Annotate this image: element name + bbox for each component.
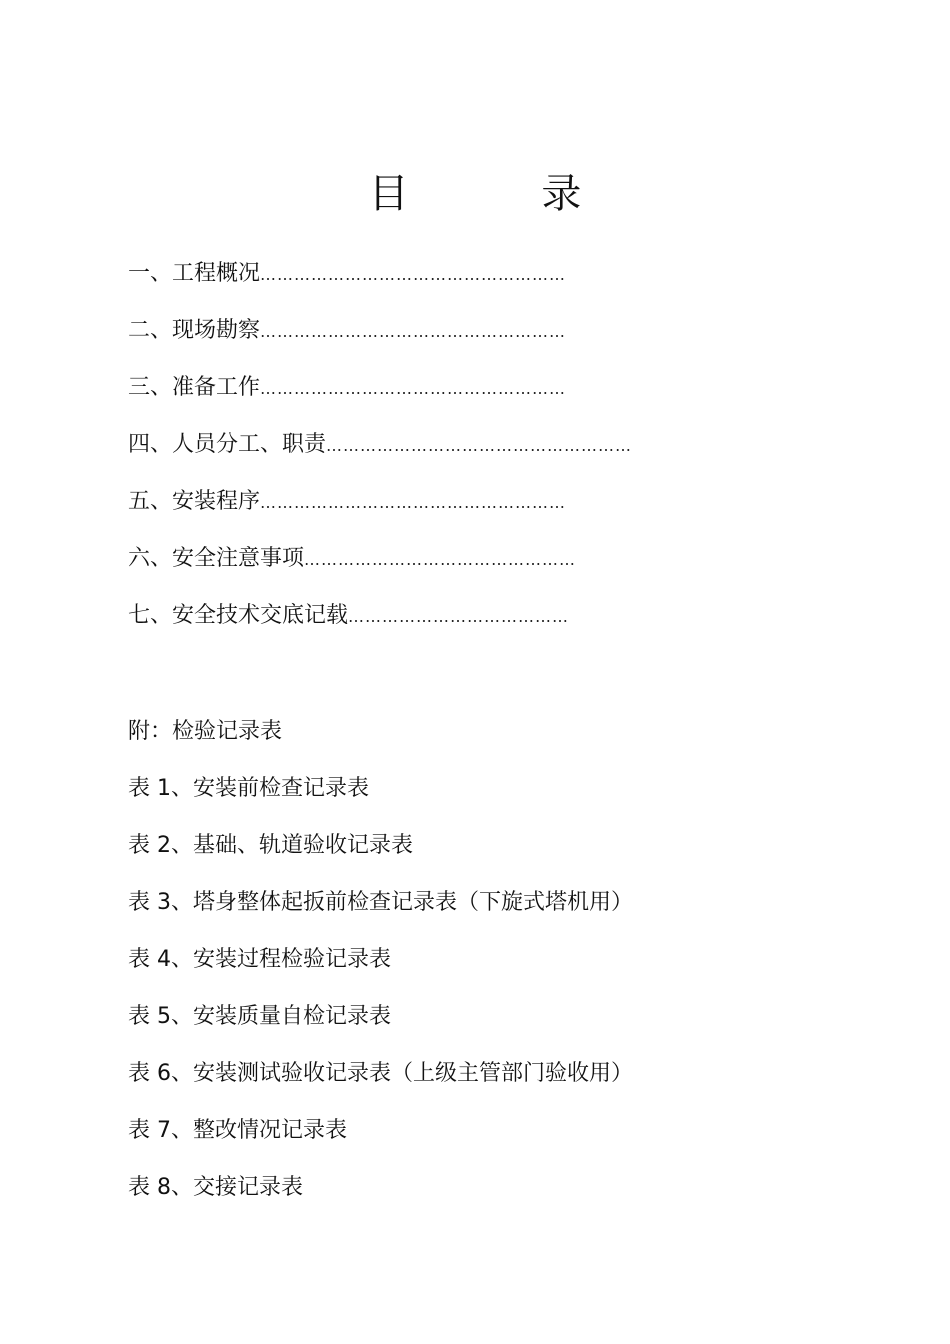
appendix-item-4[interactable]: 表 4、安装过程检验记录表 bbox=[128, 947, 391, 972]
appendix-item-1[interactable]: 表 1、安装前检查记录表 bbox=[128, 776, 369, 801]
toc-item-label: 六、安全注意事项 bbox=[128, 546, 305, 571]
toc-leader-dots: ……………………………………………… bbox=[260, 493, 567, 512]
appendix-item-6[interactable]: 表 6、安装测试验收记录表（上级主管部门验收用） bbox=[128, 1061, 633, 1086]
toc-item-label: 一、工程概况 bbox=[128, 261, 261, 286]
appendix-item-2[interactable]: 表 2、基础、轨道验收记录表 bbox=[128, 833, 413, 858]
toc-item-5[interactable] bbox=[128, 480, 828, 537]
toc-leader-dots: ………………………………………… bbox=[304, 550, 577, 569]
page-title: 目 录 bbox=[368, 171, 642, 217]
toc-leader-dots: ………………………………… bbox=[348, 607, 570, 626]
toc-item-4[interactable] bbox=[128, 423, 828, 480]
toc-leader-dots: ……………………………………………… bbox=[326, 436, 633, 455]
toc-item-label: 七、安全技术交底记载 bbox=[128, 603, 349, 628]
appendix-item-8[interactable]: 表 8、交接记录表 bbox=[128, 1175, 303, 1200]
appendix-section bbox=[128, 710, 868, 1223]
toc-item-2[interactable] bbox=[128, 309, 828, 366]
toc-leader-dots: ……………………………………………… bbox=[260, 379, 567, 398]
toc-item-6[interactable] bbox=[128, 537, 828, 594]
appendix-item-5[interactable]: 表 5、安装质量自检记录表 bbox=[128, 1004, 391, 1029]
appendix-heading: 附：检验记录表 bbox=[128, 719, 283, 744]
toc-item-label: 二、现场勘察 bbox=[128, 318, 261, 343]
toc-item-3[interactable] bbox=[128, 366, 828, 423]
toc-leader-dots: ……………………………………………… bbox=[260, 265, 567, 284]
toc-item-label: 三、准备工作 bbox=[128, 375, 261, 400]
appendix-item-7[interactable]: 表 7、整改情况记录表 bbox=[128, 1118, 347, 1143]
appendix-item-3[interactable]: 表 3、塔身整体起扳前检查记录表（下旋式塔机用） bbox=[128, 890, 633, 915]
toc-item-label: 五、安装程序 bbox=[128, 489, 261, 514]
toc-item-7[interactable] bbox=[128, 594, 828, 651]
table-of-contents bbox=[128, 252, 828, 651]
toc-item-1[interactable] bbox=[128, 252, 828, 309]
toc-item-label: 四、人员分工、职责 bbox=[128, 432, 327, 457]
toc-leader-dots: ……………………………………………… bbox=[260, 322, 567, 341]
